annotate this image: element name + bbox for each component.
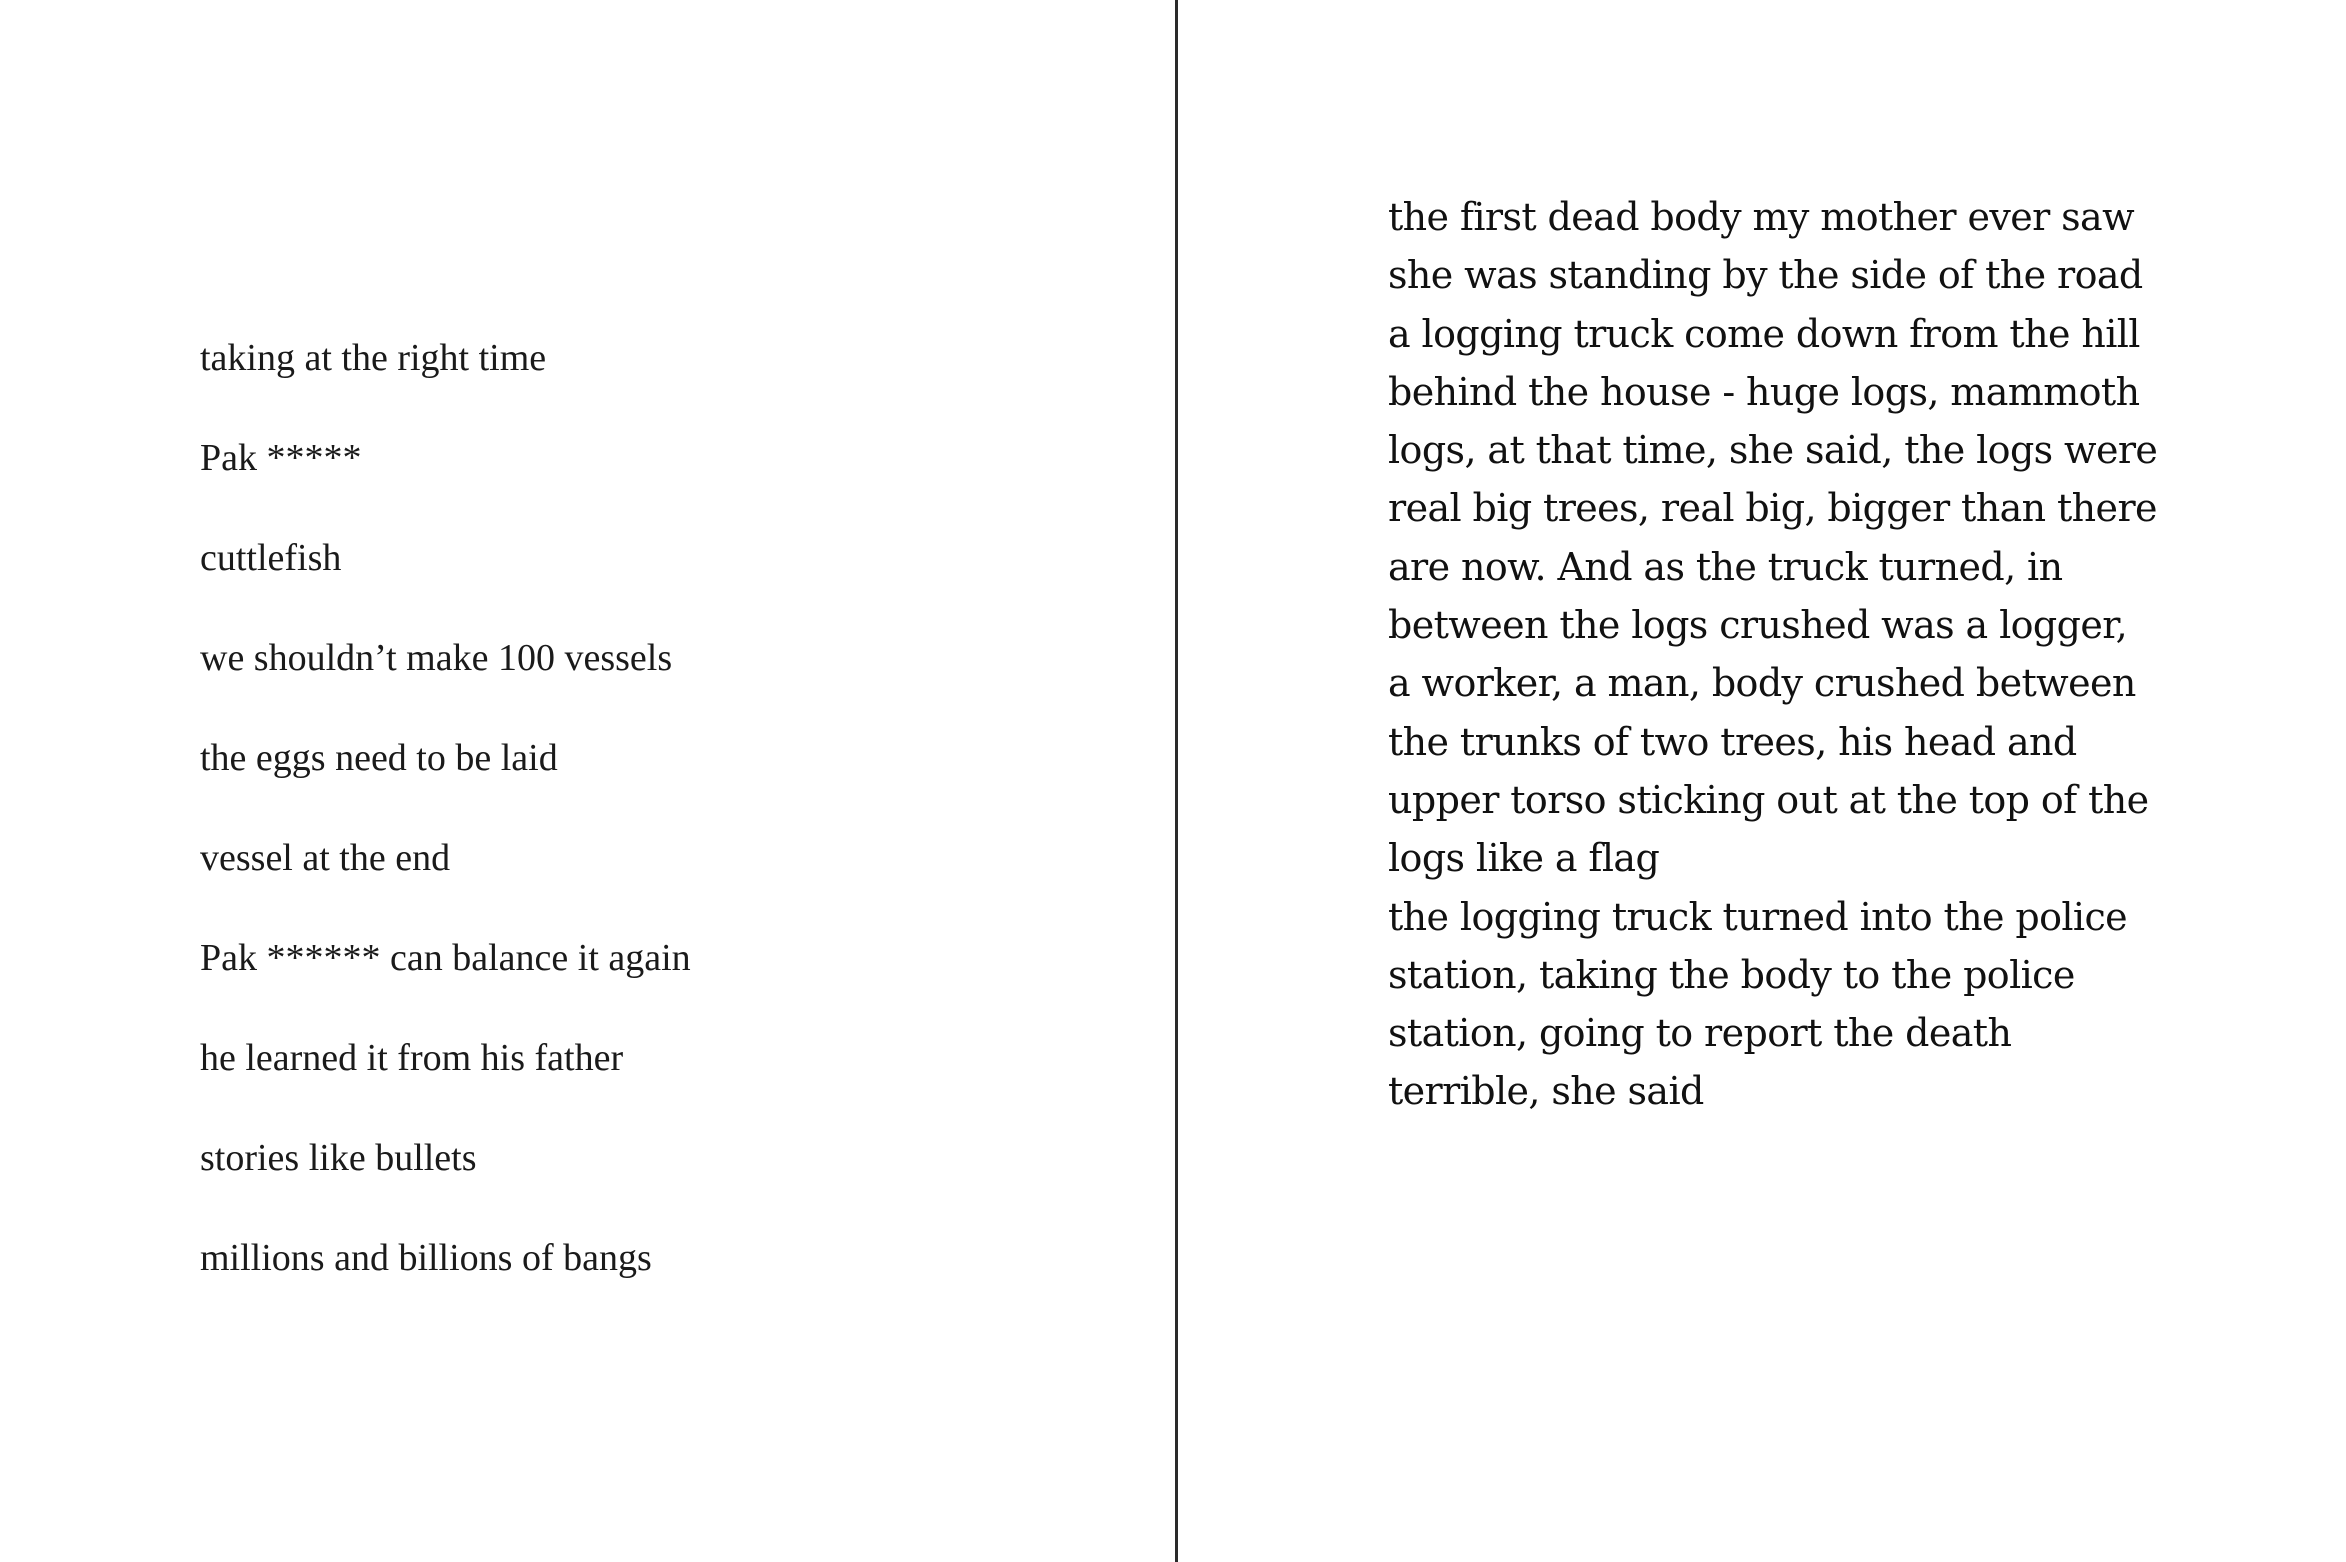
page-gutter-divider	[1175, 0, 1178, 1562]
poem-line: Pak *****	[200, 437, 362, 479]
poem-line: stories like bullets	[200, 1137, 477, 1179]
poem-line: upper torso sticking out at the top of the	[1388, 777, 2149, 822]
poem-line: taking at the right time	[200, 337, 547, 379]
poem-line: she was standing by the side of the road	[1388, 253, 2143, 298]
poem-line: station, going to report the death	[1388, 1011, 2012, 1056]
poem-line: he learned it from his father	[200, 1037, 624, 1079]
poem-line: behind the house - huge logs, mammoth	[1388, 369, 2140, 414]
poem-line: we shouldn’t make 100 vessels	[200, 637, 673, 679]
poem-line: cuttlefish	[200, 537, 342, 579]
poem-line: a worker, a man, body crushed between	[1388, 661, 2136, 706]
poem-line: between the logs crushed was a logger,	[1388, 603, 2128, 648]
poem-line: a logging truck come down from the hill	[1388, 311, 2140, 356]
poem-line: the logging truck turned into the police	[1388, 894, 2128, 939]
poem-line: the eggs need to be laid	[200, 737, 558, 779]
right-page	[1179, 0, 2346, 1562]
poem-line: millions and billions of bangs	[200, 1237, 652, 1279]
poem-line: Pak ****** can balance it again	[200, 937, 691, 979]
left-poem	[200, 308, 691, 1308]
poem-line: the first dead body my mother ever saw	[1388, 195, 2135, 239]
poem-line: real big trees, real big, bigger than there	[1388, 486, 2157, 531]
poem-line: logs, at that time, she said, the logs were	[1388, 428, 2158, 473]
poem-line: logs like a flag	[1388, 836, 1660, 881]
poem-line: vessel at the end	[200, 837, 451, 879]
poem-line: station, taking the body to the police	[1388, 952, 2075, 997]
right-poem	[1388, 188, 2157, 1121]
poem-line: the trunks of two trees, his head and	[1388, 719, 2077, 764]
poem-line: are now. And as the truck turned, in	[1388, 544, 2063, 589]
poem-line: terrible, she said	[1388, 1069, 1704, 1114]
